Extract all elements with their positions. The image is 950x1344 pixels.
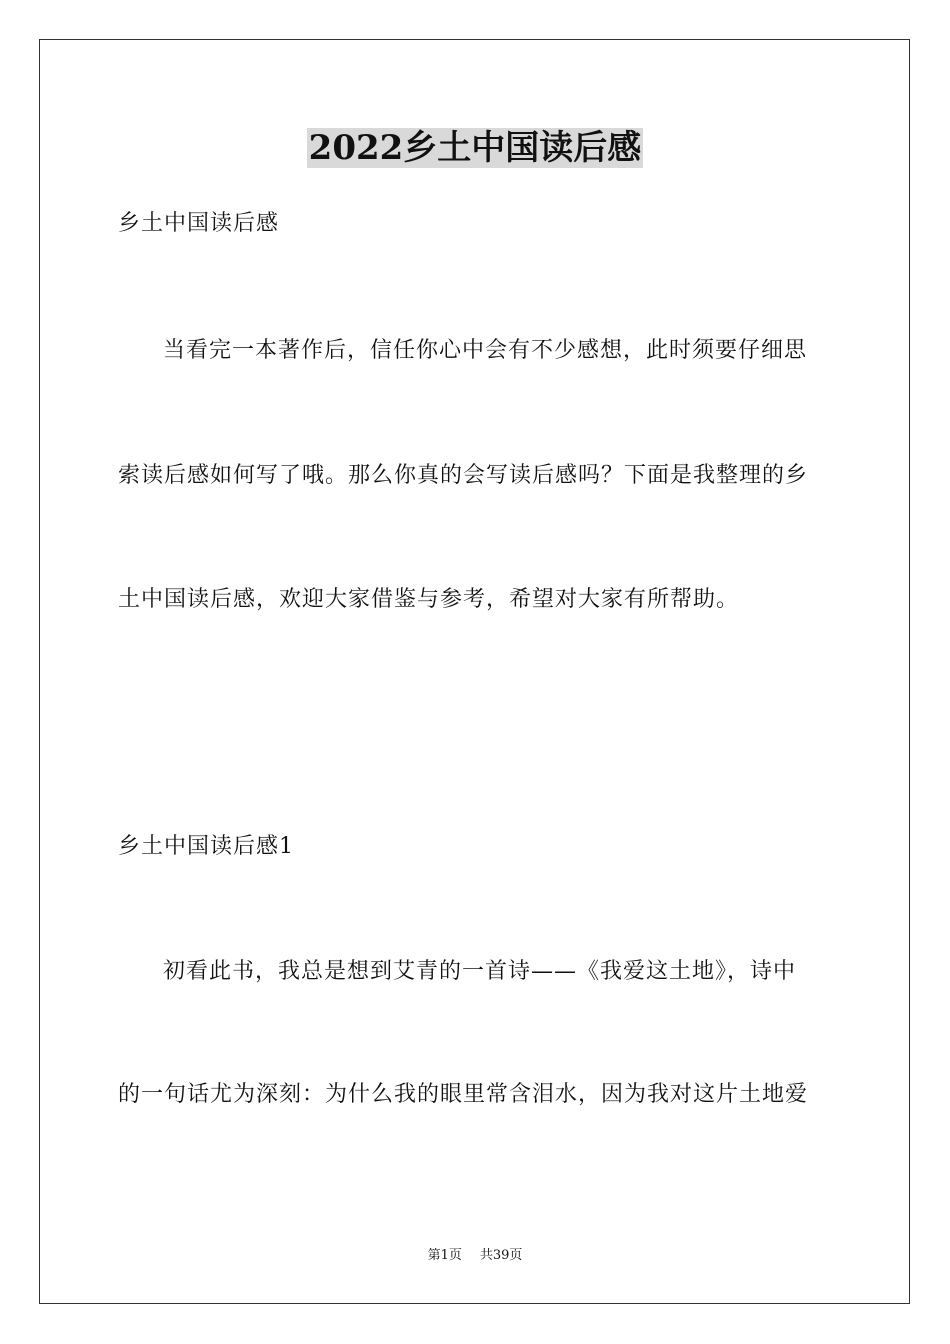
section-line-2: 的一句话尤为深刻：为什么我的眼里常含泪水，因为我对这片土地爱 xyxy=(118,1082,809,1107)
page-footer xyxy=(0,1247,950,1265)
document-title xyxy=(0,126,950,170)
intro-line-3: 土中国读后感，欢迎大家借鉴与参考，希望对大家有所帮助。 xyxy=(118,587,740,612)
document-heading: 乡土中国读后感 xyxy=(118,211,280,236)
page-number: 第1页 xyxy=(427,1248,462,1263)
section-line-1: 初看此书，我总是想到艾青的一首诗——《我爱这土地》，诗中 xyxy=(163,959,797,984)
section-heading: 乡土中国读后感1 xyxy=(118,834,294,859)
intro-line-2: 索读后感如何写了哦。那么你真的会写读后感吗？下面是我整理的乡 xyxy=(118,463,809,488)
intro-line-1: 当看完一本著作后，信任你心中会有不少感想，此时须要仔细思 xyxy=(163,338,808,363)
page-total: 共39页 xyxy=(479,1248,523,1263)
document-title-text: 2022乡土中国读后感 xyxy=(308,128,642,168)
